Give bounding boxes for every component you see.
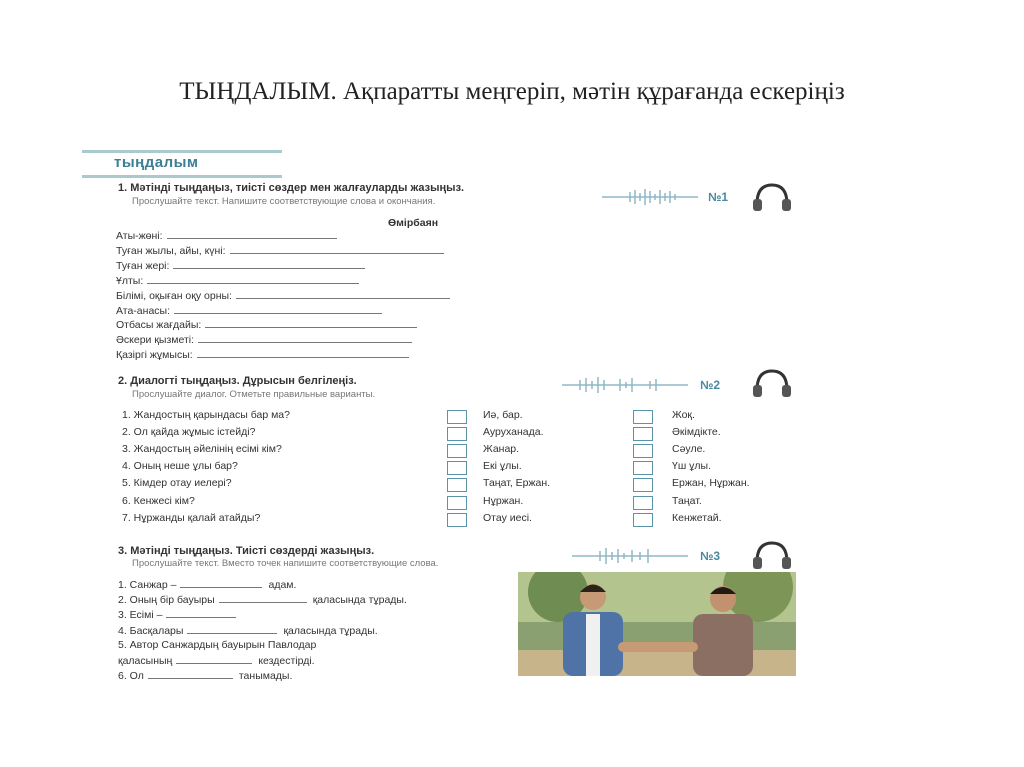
bio-field (116, 348, 409, 362)
quiz-question: 4. Оның неше ұлы бар? (122, 460, 238, 473)
slide-title: ТЫҢДАЛЫМ. Ақпаратты меңгеріп, мәтін құрағанда ескеріңіз (179, 78, 845, 105)
answer-blank[interactable] (219, 593, 307, 603)
fill-in-suffix: кездестірді. (258, 655, 315, 667)
fill-in-prefix: 5. Автор Санжардың бауырын Павлодар (118, 638, 317, 651)
answer-option: Нұржан. (483, 494, 524, 507)
bio-title: Өмірбаян (388, 217, 439, 229)
bio-field-label: Білімі, оқыған оқу орны: (116, 289, 232, 302)
quiz-question: 3. Жандостың әйелінің есімі кім? (122, 443, 282, 456)
audio-wave-icon (600, 188, 700, 206)
fill-in-prefix: 4. Басқалары (118, 624, 184, 637)
answer-option: Таңат. (672, 494, 702, 507)
answer-option: Жоқ. (672, 409, 695, 421)
task2-heading: 2. Диалогті тыңдаңыз. Дұрысын белгілеңіз. (118, 375, 357, 387)
bio-field-label: Қазіргі жұмысы: (116, 349, 193, 362)
task1-subheading: Прослушайте текст. Напишите соответствующие слова и окончания. (132, 196, 436, 207)
quiz-question: 1. Жандостың қарындасы бар ма? (122, 409, 290, 421)
bio-field-label: Ата-анасы: (116, 304, 170, 317)
answer-option: Үш ұлы. (672, 460, 712, 473)
fill-in-line (118, 608, 242, 621)
headphones-icon[interactable] (750, 540, 794, 570)
answer-checkbox[interactable] (633, 461, 653, 475)
bio-field-label: Ұлты: (116, 274, 144, 287)
bio-field (116, 244, 444, 258)
fill-in-prefix: 1. Санжар – (118, 579, 177, 591)
answer-option: Таңат, Ержан. (483, 477, 551, 490)
section-header (82, 150, 282, 178)
bio-field-label: Туған жылы, айы, күні: (116, 244, 226, 257)
answer-checkbox[interactable] (447, 410, 467, 424)
answer-option: Иә, бар. (483, 409, 523, 421)
answer-option: Отау иесі. (483, 511, 532, 524)
answer-option: Кенжетай. (672, 511, 722, 524)
bio-field-label: Отбасы жағдайы: (116, 319, 202, 332)
quiz-question: 2. Ол қайда жұмыс істейді? (122, 426, 256, 439)
bio-field (116, 333, 412, 347)
answer-blank[interactable] (148, 669, 233, 679)
answer-option: Екі ұлы. (483, 460, 522, 473)
answer-checkbox[interactable] (633, 410, 653, 424)
bio-field-label: Әскери қызметі: (116, 334, 195, 347)
answer-checkbox[interactable] (447, 427, 467, 441)
answer-checkbox[interactable] (447, 513, 467, 527)
fill-in-line (118, 654, 315, 667)
answer-blank[interactable] (180, 578, 262, 588)
answer-blank[interactable] (198, 333, 412, 343)
answer-blank[interactable] (176, 654, 252, 664)
headphones-icon[interactable] (750, 182, 794, 212)
answer-blank[interactable] (174, 304, 382, 314)
answer-checkbox[interactable] (633, 513, 653, 527)
fill-in-prefix: 6. Ол (118, 670, 144, 683)
track-number: №2 (700, 378, 721, 392)
fill-in-line (118, 593, 407, 606)
bio-field (116, 318, 417, 332)
quiz-question: 6. Кенжесі кім? (122, 494, 195, 507)
answer-blank[interactable] (166, 608, 236, 618)
bio-field-label: Аты-жөні: (116, 230, 163, 242)
quiz-question: 5. Кімдер отау иелері? (122, 477, 232, 490)
bio-field (116, 259, 365, 273)
answer-option: Әкімдікте. (672, 426, 721, 439)
section-label: тыңдалым (114, 154, 199, 171)
answer-option: Жанар. (483, 443, 520, 456)
fill-in-suffix: адам. (268, 579, 297, 591)
fill-in-suffix: танымады. (238, 670, 293, 683)
fill-in-suffix: қаласында тұрады. (283, 624, 378, 637)
task3-subheading: Прослушайте текст. Вместо точек напишите соответствующие слова. (132, 558, 439, 569)
answer-checkbox[interactable] (447, 444, 467, 458)
fill-in-line (118, 639, 316, 651)
answer-checkbox[interactable] (447, 496, 467, 510)
answer-checkbox[interactable] (633, 478, 653, 492)
answer-blank[interactable] (205, 318, 417, 328)
answer-blank[interactable] (147, 274, 359, 284)
answer-blank[interactable] (197, 348, 409, 358)
answer-option: Ауруханада. (483, 426, 544, 439)
dialogue-photo (518, 572, 796, 676)
answer-checkbox[interactable] (633, 427, 653, 441)
answer-checkbox[interactable] (447, 461, 467, 475)
answer-option: Ержан, Нұржан. (672, 477, 750, 490)
fill-in-prefix: 2. Оның бір бауыры (118, 594, 215, 607)
bio-field (116, 304, 382, 318)
fill-in-line (118, 578, 296, 591)
audio-wave-icon (570, 547, 690, 565)
quiz-question: 7. Нұржанды қалай атайды? (122, 511, 261, 524)
audio-wave-icon (560, 376, 690, 394)
answer-blank[interactable] (230, 244, 444, 254)
fill-in-prefix: қаласының (118, 655, 173, 667)
headphones-icon[interactable] (750, 368, 794, 398)
bio-field-label: Туған жері: (116, 259, 170, 272)
answer-option: Сәуле. (672, 443, 706, 456)
bio-field (116, 274, 359, 288)
answer-blank[interactable] (236, 289, 450, 299)
answer-blank[interactable] (167, 229, 337, 239)
track-number: №3 (700, 549, 721, 563)
track-number: №1 (708, 190, 729, 204)
bio-field (116, 289, 450, 303)
fill-in-suffix: қаласында тұрады. (312, 594, 407, 607)
task3-heading: 3. Мәтінді тыңдаңыз. Тиісті сөздерді жазыңыз. (118, 545, 375, 557)
answer-checkbox[interactable] (633, 444, 653, 458)
answer-checkbox[interactable] (447, 478, 467, 492)
bio-field (116, 229, 337, 243)
answer-blank[interactable] (173, 259, 365, 269)
fill-in-prefix: 3. Есімі – (118, 609, 163, 622)
fill-in-line (118, 624, 378, 637)
answer-checkbox[interactable] (633, 496, 653, 510)
task2-subheading: Прослушайте диалог. Отметьте правильные варианты. (132, 389, 376, 400)
fill-in-line (118, 669, 292, 682)
task1-heading: 1. Мәтінді тыңдаңыз, тиісті сөздер мен жалғауларды жазыңыз. (118, 182, 465, 194)
answer-blank[interactable] (187, 624, 277, 634)
